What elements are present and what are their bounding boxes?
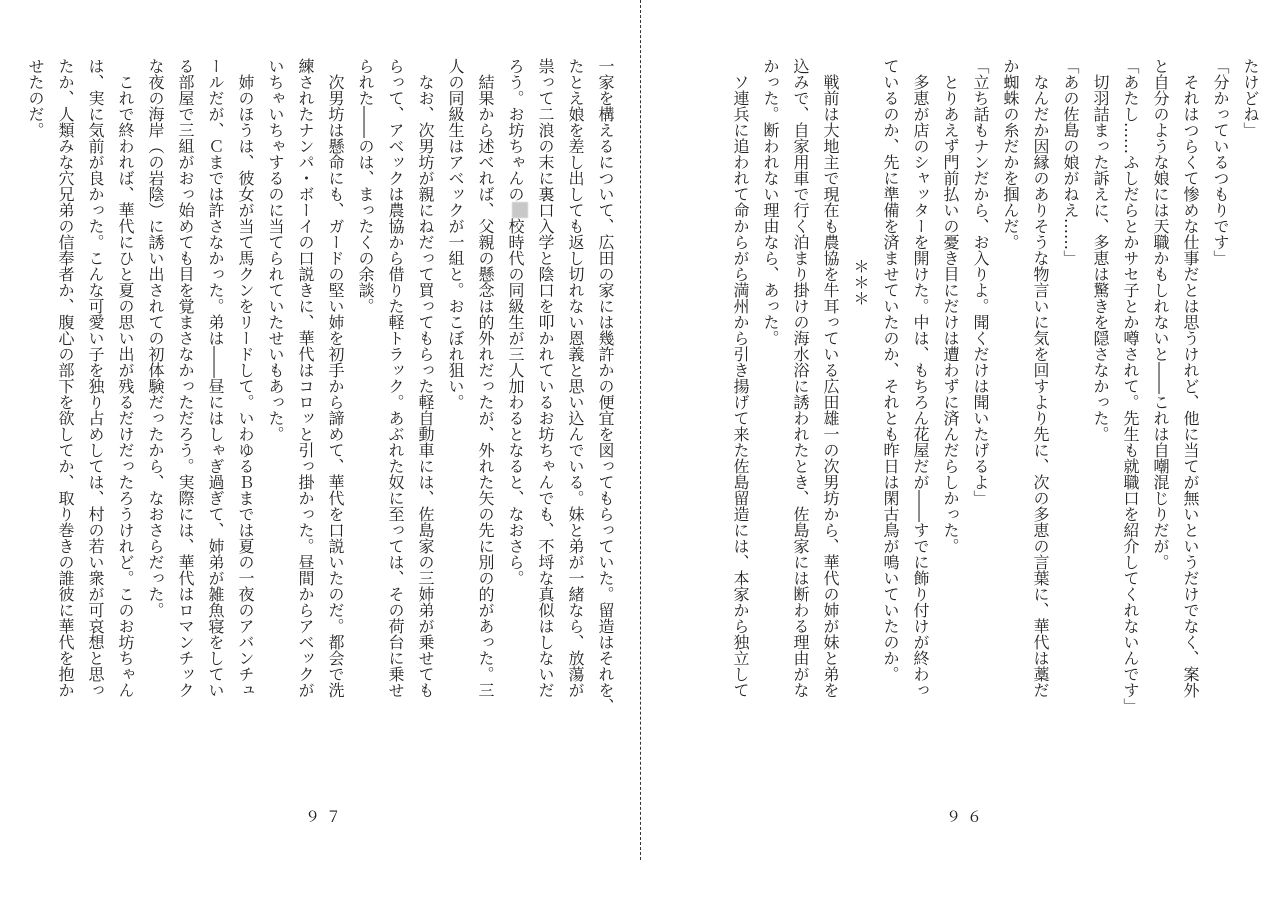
- text-line: ソ連兵に追われて命からがら満州から引き揚げて来た佐島留造には、本家から独立して: [731, 58, 750, 698]
- text-line: たとえ娘を差し出しても返し切れない恩義と思い込んでいる。妹と弟が一緒なら、放蕩が: [566, 58, 585, 698]
- text-line: 「立ち話もナンだから、お入りよ。聞くだけは聞いたげるよ」: [971, 58, 990, 506]
- text-line: 練されたナンパ・ボーイの口説きに、華代はコロッと引っ掛かった。昼間からアベックが: [296, 58, 315, 698]
- page-number-right: ９６: [946, 808, 989, 826]
- text-line-redacted: [500, 58, 530, 718]
- text-line: ールだが、Ｃまでは許さなかった。弟は――昼にはしゃぎ過ぎて、姉弟が雑魚寝をしてい: [206, 58, 225, 698]
- text-line: ているのか、先に準備を済ませていたのか、それとも昨日は閑古鳥が鳴いていたのか。: [881, 58, 900, 682]
- text-line: られた――のは、まったくの余談。: [356, 58, 375, 314]
- text-line: は、実に気前が良かった。こんな可愛い子を独り占めしては、村の若い衆が可哀想と思っ: [86, 58, 105, 698]
- text-line: 切羽詰まった訴えに、多恵は驚きを隠さなかった。: [1091, 58, 1110, 442]
- text-line: 次男坊は懸命にも、ガードの堅い姉を初手から諦めて、華代を口説いたのだ。都会で洗: [326, 58, 345, 698]
- text-line: とりあえず門前払いの憂き目にだけは遭わずに済んだらしかった。: [941, 58, 960, 554]
- text-line: かった。断われない理由なら、あった。: [761, 58, 780, 346]
- text-line: 「あたし……ふしだらとかサセ子とか噂されて。先生も就職口を紹介してくれないんです」: [1121, 58, 1140, 714]
- text-line: と自分のような娘には天職かもしれないと――これは自嘲混じりだが。: [1151, 58, 1170, 570]
- text-line: たけどね」: [1241, 58, 1260, 138]
- section-separator: ＊＊＊: [851, 258, 870, 306]
- text-line: 祟って二浪の末に裏口入学と陰口を叩かれているお坊ちゃんでも、不埒な真似はしないだ: [536, 58, 555, 698]
- text-line: 姉のほうは、彼女が当て馬クンをリードして。いわゆるＢまでは夏の一夜のアバンチュ: [236, 58, 255, 698]
- text-line: たか、人類みな穴兄弟の信奉者か、腹心の部下を欲してか、取り巻きの誰彼に華代を抱か: [56, 58, 75, 698]
- text-line: いちゃいちゃするのに当てられていたせいもあった。: [266, 58, 285, 442]
- redaction-blur: [512, 202, 528, 218]
- page-number-left: ９７: [305, 808, 348, 826]
- text-line: なお、次男坊が親にねだって買ってもらった軽自動車には、佐島家の三姉弟が乗せても: [416, 58, 435, 698]
- text-line: る部屋で三組がおっ始めても目を覚まさなかっただろう。実際には、華代はロマンチック: [176, 58, 195, 698]
- text-line: 一家を構えるについて、広田の家には幾許かの便宜を図ってもらっていた。留造はそれを、: [596, 58, 615, 714]
- text-line: これで終われば、華代にひと夏の思い出が残るだけだったろうけれど。このお坊ちゃん: [116, 58, 135, 698]
- text-line: せたのだ。: [26, 58, 45, 138]
- text-fragment: 校時代の同級生が三人加わるとなると、なおさら。: [506, 218, 525, 586]
- text-line: な夜の海岸（の岩陰）に誘い出されての初体験だったから、なおさらだった。: [146, 58, 165, 618]
- text-line: 人の同級生はアベックが一組と。おこぼれ狙い。: [446, 58, 465, 410]
- text-line: 「分かっているつもりです」: [1211, 58, 1230, 266]
- text-line: らって、アベックは農協から借りた軽トラック。あぶれた奴に至っては、その荷台に乗せ: [386, 58, 405, 698]
- text-line: なんだか因縁のありそうな物言いに気を回すより先に、次の多恵の言葉に、華代は藁だ: [1031, 58, 1050, 698]
- left-page-text: [20, 58, 620, 718]
- text-line: か蜘蛛の糸だかを掴んだ。: [1001, 58, 1020, 250]
- text-line: 戦前は大地主で現在も農協を牛耳っている広田雄一の次男坊から、華代の姉が妹と弟を: [821, 58, 840, 698]
- text-line: それはつらくて惨めな仕事だとは思うけれど、他に当てが無いというだけでなく、案外: [1181, 58, 1200, 698]
- text-line: 込みで、自家用車で行く泊まり掛けの海水浴に誘われたとき、佐島家には断わる理由がな: [791, 58, 810, 698]
- text-line: 多恵が店のシャッターを開けた。中は、もちろん花屋だが――すでに飾り付けが終わっ: [911, 58, 930, 698]
- page-gutter-divider: [640, 0, 641, 860]
- text-fragment: ろう。お坊ちゃんの: [506, 58, 525, 202]
- text-line: 結果から述べれば、父親の懸念は的外れだったが、外れた矢の先に別の的があった。三: [476, 58, 495, 698]
- text-line: 「あの佐島の娘がねえ……」: [1061, 58, 1080, 266]
- right-page-text: [725, 58, 1265, 718]
